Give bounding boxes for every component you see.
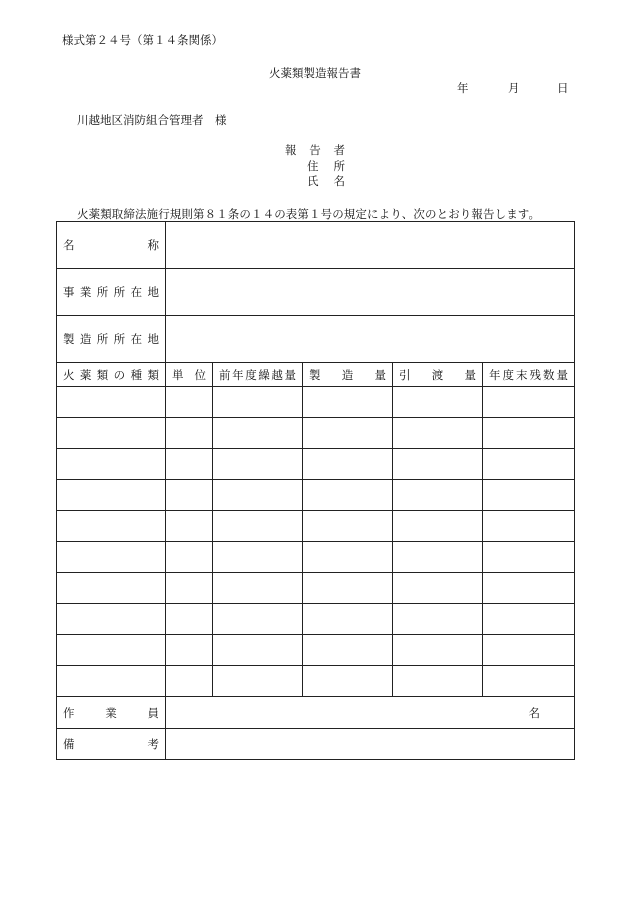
cell-kind[interactable] (57, 573, 166, 604)
factory-location-row (57, 316, 575, 363)
table-row (57, 635, 575, 666)
cell-unit[interactable] (166, 511, 213, 542)
cell-unit[interactable] (166, 573, 213, 604)
cell-unit[interactable] (166, 480, 213, 511)
cell-remaining[interactable] (483, 418, 575, 449)
worker-count-suffix: 名 (528, 705, 541, 720)
cell-kind[interactable] (57, 542, 166, 573)
office-location-row (57, 269, 575, 316)
date-year-label: 年 (457, 81, 469, 95)
col-remaining-header: 年 度 末 残 数 量 (483, 363, 575, 387)
office-location-value-cell[interactable] (166, 269, 575, 316)
cell-delivery[interactable] (393, 418, 483, 449)
table-row (57, 604, 575, 635)
cell-delivery[interactable] (393, 449, 483, 480)
table-row (57, 449, 575, 480)
cell-unit[interactable] (166, 604, 213, 635)
remarks-label-cell (57, 729, 166, 760)
worker-label-cell (57, 697, 166, 729)
reporter-block (285, 143, 345, 190)
cell-remaining[interactable] (483, 542, 575, 573)
cell-production[interactable] (303, 604, 393, 635)
reporter-label: 報 告 者 (285, 143, 345, 157)
cell-remaining[interactable] (483, 635, 575, 666)
cell-production[interactable] (303, 418, 393, 449)
reporter-name-label: 氏 名 (307, 174, 345, 188)
col-unit-header: 単 位 (166, 363, 213, 387)
remarks-value-cell[interactable] (166, 729, 575, 760)
cell-remaining[interactable] (483, 387, 575, 418)
table-row (57, 418, 575, 449)
cell-remaining[interactable] (483, 604, 575, 635)
cell-delivery[interactable] (393, 480, 483, 511)
cell-carried-over[interactable] (213, 604, 303, 635)
cell-unit[interactable] (166, 449, 213, 480)
cell-kind[interactable] (57, 666, 166, 697)
cell-delivery[interactable] (393, 387, 483, 418)
cell-kind[interactable] (57, 604, 166, 635)
col-delivery-header: 引 渡 量 (393, 363, 483, 387)
cell-production[interactable] (303, 387, 393, 418)
name-label-cell (57, 222, 166, 269)
factory-location-value-cell[interactable] (166, 316, 575, 363)
cell-unit[interactable] (166, 666, 213, 697)
cell-remaining[interactable] (483, 666, 575, 697)
col-production-header: 製 造 量 (303, 363, 393, 387)
date-month-label: 月 (508, 81, 520, 95)
table-row (57, 573, 575, 604)
cell-unit[interactable] (166, 387, 213, 418)
table-row (57, 480, 575, 511)
cell-carried-over[interactable] (213, 666, 303, 697)
cell-delivery[interactable] (393, 573, 483, 604)
table-row (57, 387, 575, 418)
factory-location-label-cell (57, 316, 166, 363)
name-label: 名 称 (63, 238, 159, 252)
cell-carried-over[interactable] (213, 418, 303, 449)
remarks-row (57, 729, 575, 760)
cell-carried-over[interactable] (213, 449, 303, 480)
date-day-label: 日 (557, 81, 569, 95)
cell-unit[interactable] (166, 635, 213, 666)
worker-label: 作 業 員 (63, 705, 159, 720)
cell-unit[interactable] (166, 542, 213, 573)
column-header-row (57, 363, 575, 387)
cell-remaining[interactable] (483, 511, 575, 542)
cell-carried-over[interactable] (213, 573, 303, 604)
reporter-line (285, 143, 345, 159)
cell-carried-over[interactable] (213, 511, 303, 542)
cell-unit[interactable] (166, 418, 213, 449)
cell-delivery[interactable] (393, 511, 483, 542)
cell-delivery[interactable] (393, 635, 483, 666)
cell-production[interactable] (303, 511, 393, 542)
office-location-label: 事 業 所 所 在 地 (63, 285, 159, 299)
worker-value-cell[interactable] (166, 697, 575, 729)
data-rows (57, 387, 575, 697)
cell-production[interactable] (303, 666, 393, 697)
name-value-cell[interactable] (166, 222, 575, 269)
document-title: 火薬類製造報告書 (269, 66, 361, 80)
cell-delivery[interactable] (393, 542, 483, 573)
statement-text: 火薬類取締法施行規則第８１条の１４の表第１号の規定により、次のとおり報告します。 (77, 207, 541, 221)
factory-location-label: 製 造 所 所 在 地 (63, 332, 159, 346)
worker-row (57, 697, 575, 729)
cell-delivery[interactable] (393, 666, 483, 697)
cell-production[interactable] (303, 635, 393, 666)
office-location-label-cell (57, 269, 166, 316)
cell-kind[interactable] (57, 449, 166, 480)
table-row (57, 511, 575, 542)
cell-carried-over[interactable] (213, 542, 303, 573)
cell-carried-over[interactable] (213, 480, 303, 511)
remarks-label: 備 考 (63, 737, 159, 751)
reporter-name-line (285, 174, 345, 190)
cell-production[interactable] (303, 449, 393, 480)
form-number: 様式第２４号（第１４条関係） (62, 33, 223, 47)
name-row (57, 222, 575, 269)
cell-production[interactable] (303, 480, 393, 511)
cell-kind[interactable] (57, 387, 166, 418)
cell-carried-over[interactable] (213, 387, 303, 418)
col-carried-over-header: 前 年 度 繰 越 量 (213, 363, 303, 387)
cell-remaining[interactable] (483, 573, 575, 604)
table-row (57, 666, 575, 697)
cell-remaining[interactable] (483, 480, 575, 511)
report-table (56, 221, 575, 760)
cell-kind[interactable] (57, 480, 166, 511)
addressee: 川越地区消防組合管理者 様 (77, 113, 227, 127)
cell-kind[interactable] (57, 635, 166, 666)
reporter-address-label: 住 所 (307, 158, 345, 173)
cell-carried-over[interactable] (213, 635, 303, 666)
cell-remaining[interactable] (483, 449, 575, 480)
table-row (57, 542, 575, 573)
reporter-address-line (285, 159, 345, 175)
cell-production[interactable] (303, 573, 393, 604)
cell-delivery[interactable] (393, 604, 483, 635)
cell-kind[interactable] (57, 511, 166, 542)
cell-production[interactable] (303, 542, 393, 573)
cell-kind[interactable] (57, 418, 166, 449)
col-kind-header: 火 薬 類 の 種 類 (57, 363, 166, 387)
